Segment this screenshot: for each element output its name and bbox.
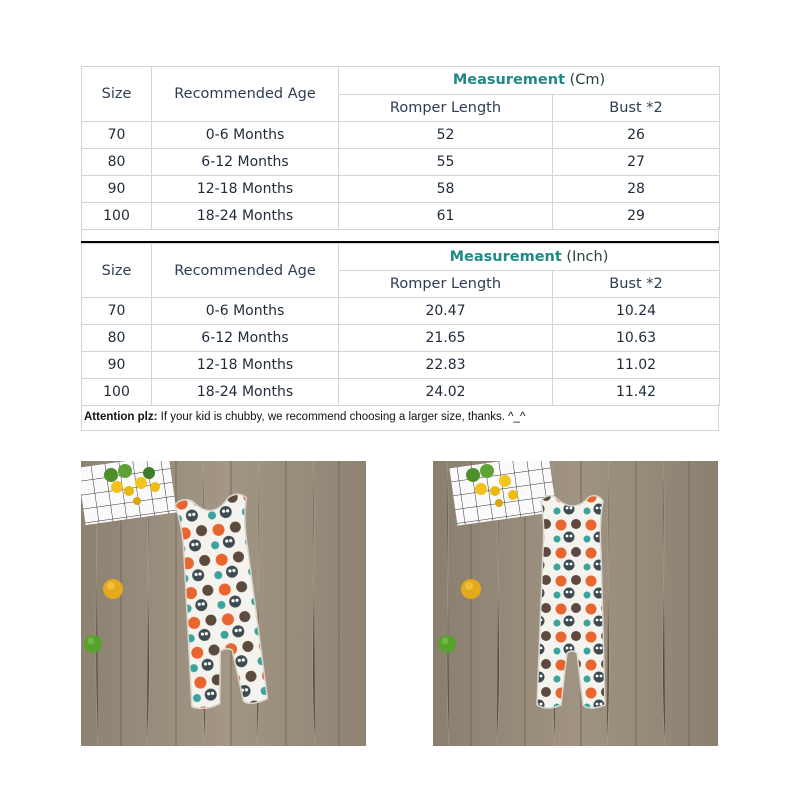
cell-length: 55 bbox=[339, 149, 553, 176]
cell-age: 0-6 Months bbox=[152, 298, 339, 325]
header-recommended-age: Recommended Age bbox=[152, 67, 339, 122]
cell-bust: 29 bbox=[553, 203, 720, 230]
product-photo-front bbox=[81, 461, 366, 746]
table-row bbox=[82, 298, 720, 325]
size-chart-cm bbox=[81, 66, 720, 230]
cell-size: 80 bbox=[82, 149, 152, 176]
cell-size: 90 bbox=[82, 352, 152, 379]
table-row bbox=[82, 203, 720, 230]
romper-photo-image bbox=[433, 461, 718, 746]
cell-length: 58 bbox=[339, 176, 553, 203]
cell-length: 61 bbox=[339, 203, 553, 230]
table-row bbox=[82, 352, 720, 379]
cell-size: 100 bbox=[82, 203, 152, 230]
cell-bust: 10.24 bbox=[553, 298, 720, 325]
size-chart-inch bbox=[81, 243, 720, 406]
cell-length: 21.65 bbox=[339, 325, 553, 352]
cell-age: 6-12 Months bbox=[152, 325, 339, 352]
cell-bust: 27 bbox=[553, 149, 720, 176]
cell-age: 18-24 Months bbox=[152, 379, 339, 406]
measurement-word: Measurement bbox=[449, 249, 562, 265]
cell-age: 6-12 Months bbox=[152, 149, 339, 176]
header-measurement bbox=[339, 67, 720, 95]
header-size: Size bbox=[82, 244, 152, 298]
cell-age: 12-18 Months bbox=[152, 176, 339, 203]
table-row bbox=[82, 176, 720, 203]
header-romper-length: Romper Length bbox=[339, 94, 553, 122]
cell-size: 100 bbox=[82, 379, 152, 406]
table-row bbox=[82, 325, 720, 352]
header-bust: Bust *2 bbox=[553, 271, 720, 298]
attention-label: Attention plz: bbox=[84, 411, 158, 423]
table-row bbox=[82, 149, 720, 176]
header-measurement bbox=[339, 244, 720, 271]
romper-photo-image bbox=[81, 461, 366, 746]
cell-age: 18-24 Months bbox=[152, 203, 339, 230]
measurement-unit: (Inch) bbox=[561, 249, 609, 265]
attention-text: If your kid is chubby, we recommend choosing a larger size, thanks. ^_^ bbox=[157, 411, 526, 423]
cell-bust: 11.02 bbox=[553, 352, 720, 379]
measurement-unit: (Cm) bbox=[565, 72, 606, 89]
cell-age: 12-18 Months bbox=[152, 352, 339, 379]
measurement-word: Measurement bbox=[452, 72, 565, 89]
attention-note bbox=[81, 404, 719, 431]
cell-bust: 10.63 bbox=[553, 325, 720, 352]
cell-size: 90 bbox=[82, 176, 152, 203]
header-recommended-age: Recommended Age bbox=[152, 244, 339, 298]
header-size: Size bbox=[82, 67, 152, 122]
cell-bust: 26 bbox=[553, 122, 720, 149]
table-row bbox=[82, 379, 720, 406]
cell-size: 80 bbox=[82, 325, 152, 352]
header-bust: Bust *2 bbox=[553, 94, 720, 122]
cell-age: 0-6 Months bbox=[152, 122, 339, 149]
cell-length: 52 bbox=[339, 122, 553, 149]
cell-length: 22.83 bbox=[339, 352, 553, 379]
cell-bust: 28 bbox=[553, 176, 720, 203]
cell-length: 24.02 bbox=[339, 379, 553, 406]
header-romper-length: Romper Length bbox=[339, 271, 553, 298]
cell-bust: 11.42 bbox=[553, 379, 720, 406]
table-row bbox=[82, 122, 720, 149]
cell-length: 20.47 bbox=[339, 298, 553, 325]
cell-size: 70 bbox=[82, 298, 152, 325]
product-photo-angle bbox=[433, 461, 718, 746]
cell-size: 70 bbox=[82, 122, 152, 149]
